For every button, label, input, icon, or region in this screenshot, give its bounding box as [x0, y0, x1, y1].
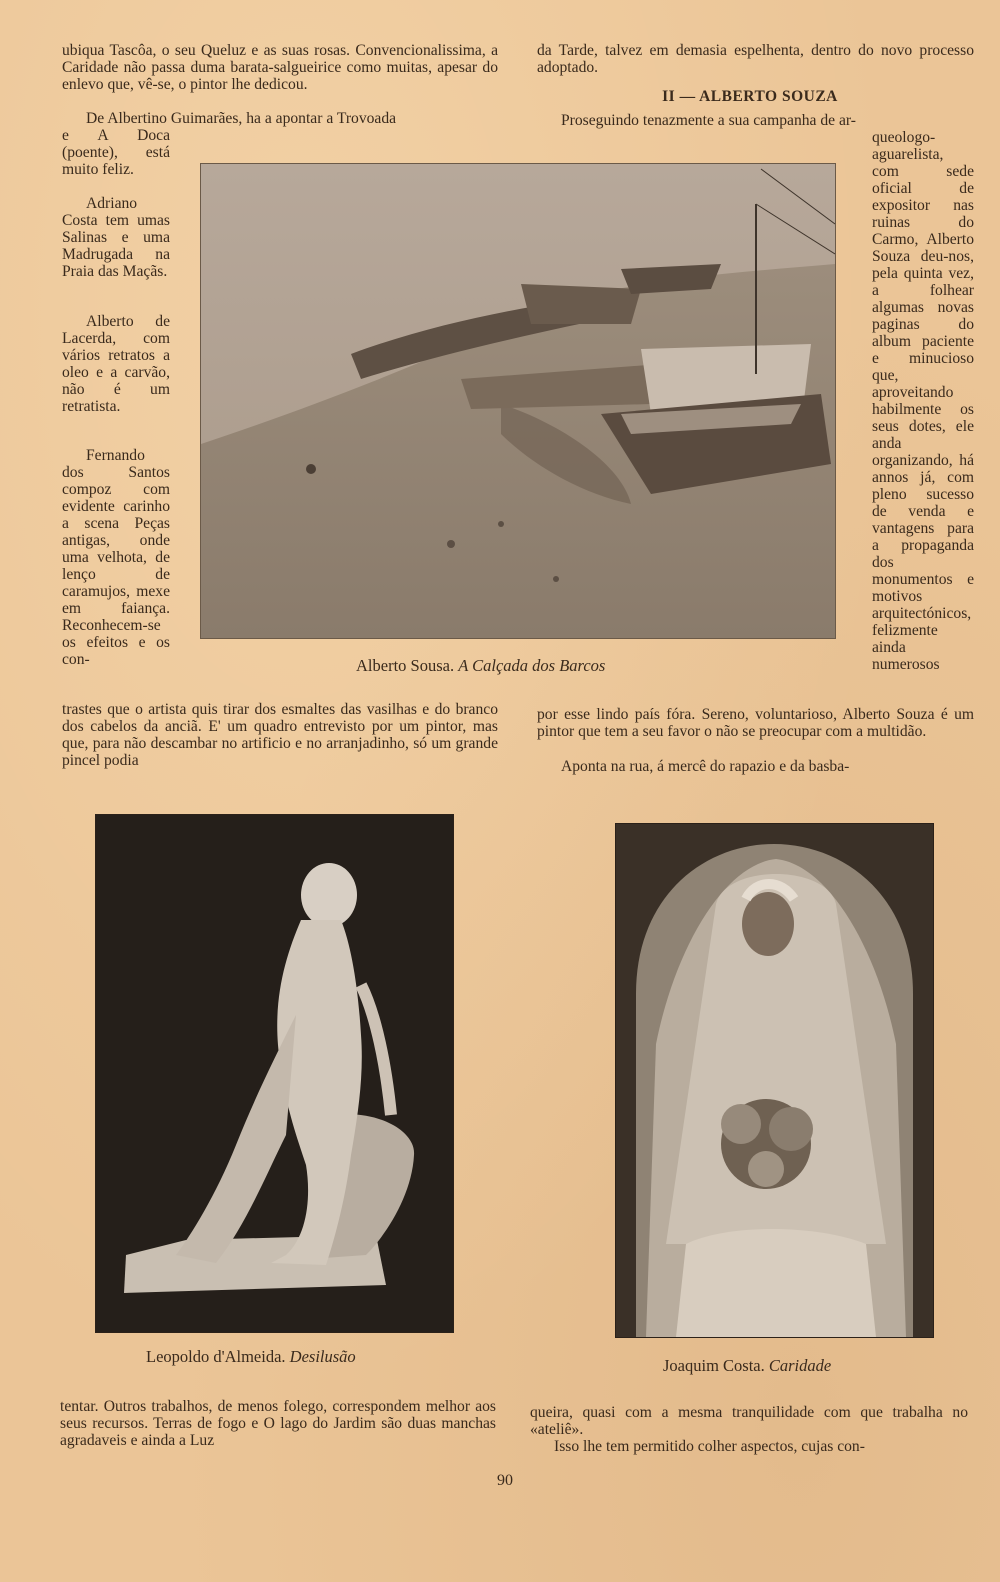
boats-caption	[356, 656, 605, 676]
left-paragraph-3: Adriano Costa tem umas Salinas e uma Madrugada na Praia das Maçãs.	[62, 195, 170, 280]
statue-image	[96, 815, 453, 1332]
bottom-left-paragraph: tentar. Outros trabalhos, de menos folego, correspondem melhor aos seus recursos. Terras de fogo e O lago do Jardim são duas manchas agradaveis e ainda a Luz	[60, 1398, 496, 1449]
left-paragraph-5-narrow: Fernando dos Santos compoz com evidente carinho a scena Peças antigas, onde uma velhota, de lenço de caramujos, mexe em faiança. Reconhecem-se os efeitos e os con-	[62, 447, 170, 668]
left-paragraph-2-narrow: e A Doca (poente), está muito feliz.	[62, 127, 170, 178]
bride-caption-artist: Joaquim Costa.	[663, 1356, 765, 1375]
left-paragraph-5-full: trastes que o artista quis tirar dos esmaltes das vasilhas e do branco dos cabelos da anciã. E' um quadro entrevisto por um pintor, mas que, para não descambar no artificio e no arranjadinho, só um grande pincel podia	[62, 701, 498, 769]
bride-caption-title: Caridade	[768, 1356, 832, 1375]
right-paragraph-2-lead: Proseguindo tenazmente a sua campanha de ar-	[561, 112, 856, 129]
statue-photo	[95, 814, 454, 1333]
page-number: 90	[497, 1472, 513, 1489]
right-paragraph-1: da Tarde, talvez em demasia espelhenta, dentro do novo processo adoptado.	[537, 42, 974, 76]
right-paragraph-2-narrow: queologo-aguarelista, com sede oficial de expositor nas ruinas do Carmo, Alberto Souza deu-nos, pela quinta vez, a folhear algumas novas paginas do album paciente e minucioso que, aproveitando habilmente os seus dotes, ele anda organizando, há annos já, com pleno sucesso de venda e vantagens para a propaganda dos monumentos e motivos arquitectónicos, felizmente ainda numerosos	[872, 129, 974, 673]
bottom-right-paragraph-2: Isso lhe tem permitido colher aspectos, cujas con-	[554, 1438, 865, 1455]
boats-caption-artist: Alberto Sousa.	[356, 656, 455, 675]
right-paragraph-3: Aponta na rua, á mercê do rapazio e da basba-	[561, 758, 850, 775]
boats-caption-title: A Calçada dos Barcos	[458, 656, 606, 675]
bride-painting-photo	[615, 823, 934, 1338]
bottom-right-paragraph-1: queira, quasi com a mesma tranquilidade com que trabalha no «ateliê».	[530, 1404, 968, 1438]
statue-caption	[146, 1347, 356, 1367]
bride-caption	[663, 1356, 831, 1376]
left-paragraph-4: Alberto de Lacerda, com vários retratos a oleo e a carvão, não é um retratista.	[62, 313, 170, 415]
statue-caption-artist: Leopoldo d'Almeida.	[146, 1347, 286, 1366]
left-paragraph-2-lead: De Albertino Guimarães, ha a apontar a Trovoada	[86, 110, 397, 127]
right-paragraph-2-full: por esse lindo país fóra. Sereno, voluntarioso, Alberto Souza é um pintor que tem a seu favor o não se preocupar com a multidão.	[537, 706, 974, 740]
statue-caption-title: Desilusão	[289, 1347, 356, 1366]
boats-painting-photo	[200, 163, 836, 639]
boats-painting-image	[201, 164, 835, 638]
section-heading: II — ALBERTO SOUZA	[662, 88, 838, 105]
left-paragraph-1: ubiqua Tascôa, o seu Queluz e as suas rosas. Convencionalissima, a Caridade não passa duma barata-salgueirice como muitas, apesar do enlevo que, vê-se, o pintor lhe dedicou.	[62, 42, 498, 93]
bride-painting-image	[616, 824, 933, 1337]
